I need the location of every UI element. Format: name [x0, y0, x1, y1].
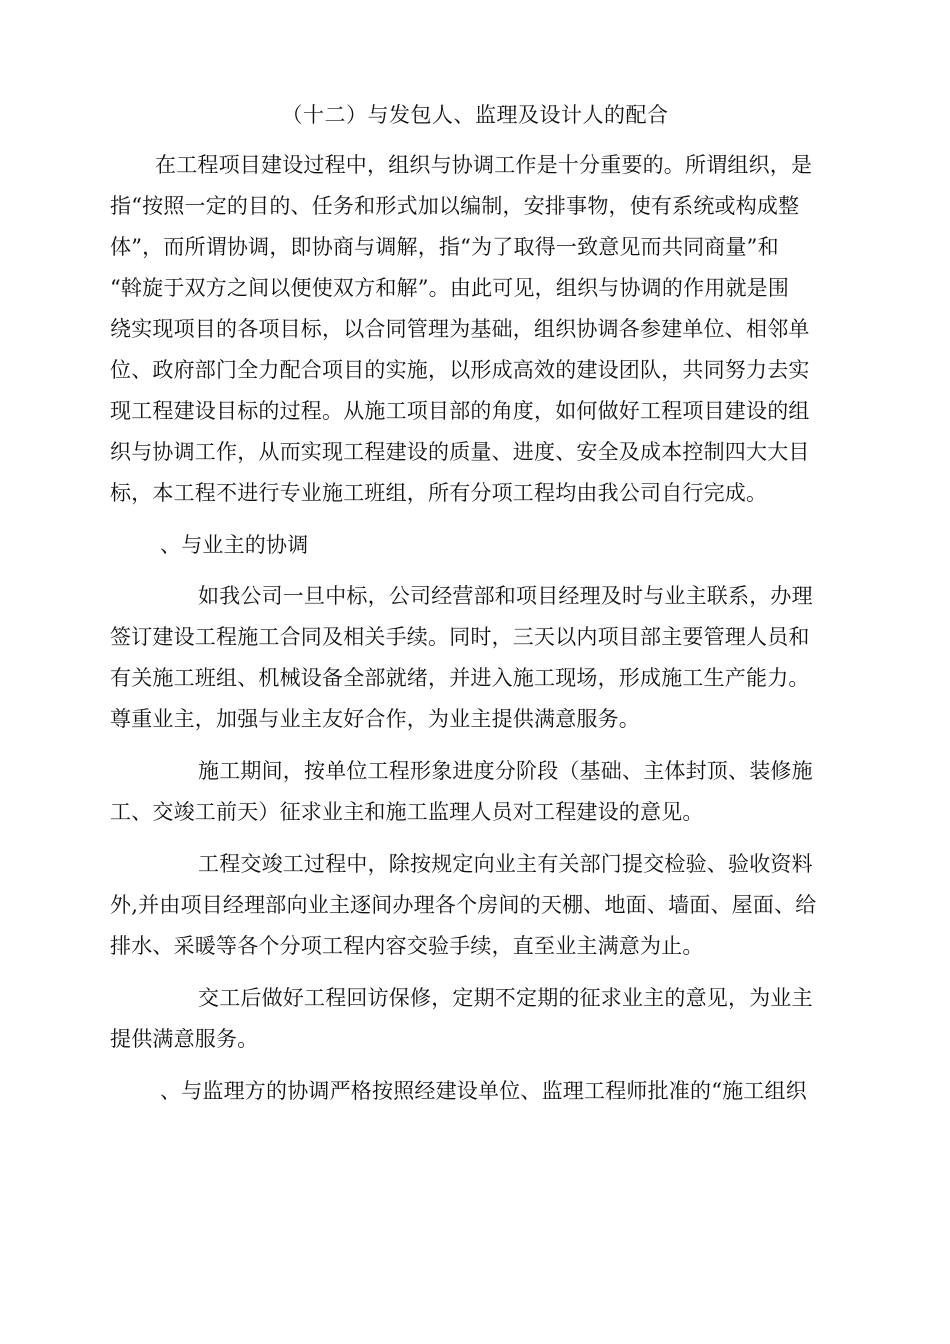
- paragraph-line: 工、交竣工前天）征求业主和施工监理人员对工程建设的意见。: [110, 800, 704, 824]
- paragraph-line: 外,并由项目经理部向业主逐间办理各个房间的天棚、地面、墙面、屋面、给: [110, 893, 817, 917]
- intro-line: 指“按照一定的目的、任务和形式加以编制，安排事物，使有系统或构成整: [110, 194, 800, 218]
- intro-line: “斡旋于双方之间以便使双方和解”。由此可见，组织与协调的作用就是围: [110, 276, 790, 300]
- intro-line: 位、政府部门全力配合项目的实施，以形成高效的建设团队，共同努力去实: [110, 358, 810, 382]
- paragraph-line: 签订建设工程施工合同及相关手续。同时，三天以内项目部主要管理人员和: [110, 625, 810, 649]
- paragraph-line: 施工期间，按单位工程形象进度分阶段（基础、主体封顶、装修施: [198, 759, 813, 783]
- section-title: （十二）与发包人、监理及设计人的配合: [281, 103, 669, 127]
- paragraph-line: 如我公司一旦中标，公司经营部和项目经理及时与业主联系，办理: [198, 584, 813, 608]
- intro-line: 体”，而所谓协调，即协商与调解，指“为了取得一致意见而共同商量”和: [110, 235, 779, 259]
- intro-line: 现工程建设目标的过程。从施工项目部的角度，如何做好工程项目建设的组: [110, 399, 810, 423]
- intro-line: 标，本工程不进行专业施工班组，所有分项工程均由我公司自行完成。: [110, 481, 768, 505]
- paragraph-line: 提供满意服务。: [110, 1027, 259, 1051]
- intro-line: 织与协调工作，从而实现工程建设的质量、进度、安全及成本控制四大大目: [110, 440, 810, 464]
- paragraph-line: 交工后做好工程回访保修，定期不定期的征求业主的意见，为业主: [198, 986, 813, 1010]
- paragraph-line: 工程交竣工过程中，除按规定向业主有关部门提交检验、验收资料: [198, 852, 813, 876]
- paragraph-line: 排水、采暖等各个分项工程内容交验手续，直至业主满意为止。: [110, 934, 704, 958]
- intro-line: 在工程项目建设过程中，组织与协调工作是十分重要的。所谓组织，是: [155, 153, 813, 177]
- intro-line: 绕实现项目的各项目标，以合同管理为基础，组织协调各参建单位、相邻单: [110, 317, 810, 341]
- paragraph-line: 有关施工班组、机械设备全部就绪，并进入施工现场，形成施工生产能力。: [110, 666, 810, 690]
- section-heading-supervisor: 、与监理方的协调严格按照经建设单位、监理工程师批准的“施工组织: [160, 1079, 807, 1103]
- paragraph-line: 尊重业主，加强与业主友好合作，为业主提供满意服务。: [110, 707, 640, 731]
- section-heading-owner: 、与业主的协调: [160, 533, 309, 557]
